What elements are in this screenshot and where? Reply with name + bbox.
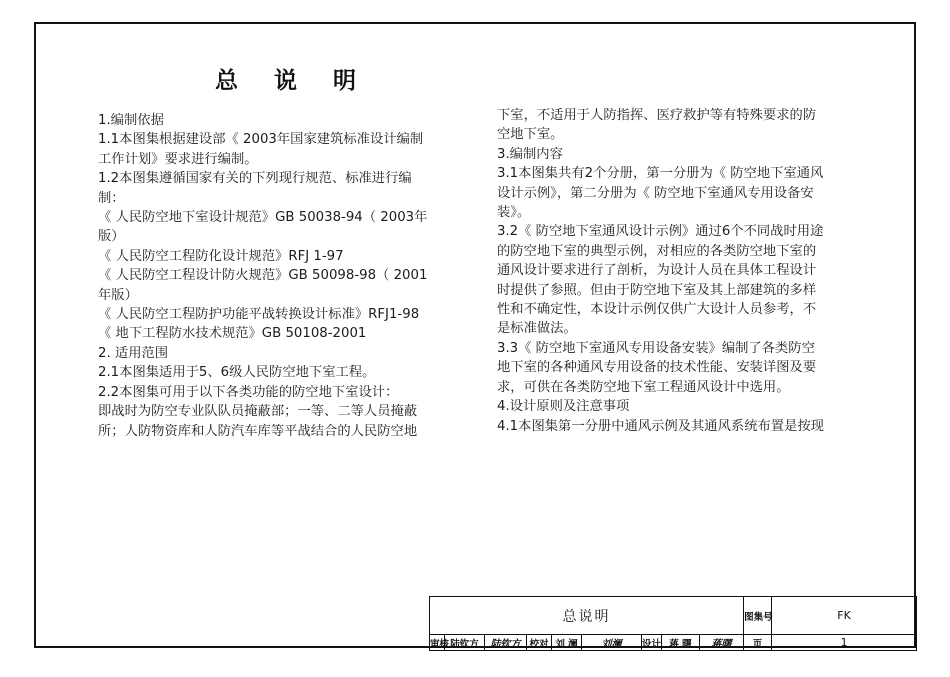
text-line: 《 人民防空工程防护功能平战转换设计标准》RFJ1-98 xyxy=(98,307,420,323)
text-line: 地下室的各种通风专用设备的技术性能、安装详图及要 xyxy=(497,360,817,376)
text-line: 空地下室。 xyxy=(497,127,564,143)
text-line: 3.1本图集共有2个分册，第一分册为《 防空地下室通风 xyxy=(497,166,824,182)
reviewer-name: 陆钦方 xyxy=(445,635,485,651)
text-line: 《 人民防空地下室设计规范》GB 50038-94（ 2003年 xyxy=(98,210,428,226)
text-line: 《 地下工程防水技术规范》GB 50108-2001 xyxy=(98,326,367,342)
title-block xyxy=(429,596,917,651)
text-line: 求，可供在各类防空地下室工程通风设计中选用。 xyxy=(497,379,790,395)
page-title: 总 说 明 xyxy=(215,68,371,94)
page-number: 1 xyxy=(772,635,917,651)
text-line: 装》。 xyxy=(497,205,531,221)
text-line: 1.编制依据 xyxy=(98,113,164,128)
text-line: 《 人民防空工程设计防火规范》GB 50098-98（ 2001 xyxy=(98,268,428,284)
checker-signature: 刘澜 xyxy=(582,635,642,651)
text-line: 1.2本图集遵循国家有关的下列现行规范、标准进行编 xyxy=(98,171,412,187)
left-column xyxy=(98,111,460,441)
reviewer-signature: 陆钦方 xyxy=(485,635,527,651)
drawing-name: 总说明 xyxy=(430,597,744,635)
text-line: 通风设计要求进行了剖析，为设计人员在具体工程设计 xyxy=(497,263,817,279)
atlas-label: 图集号 xyxy=(744,597,772,635)
text-line: 工作计划》要求进行编制。 xyxy=(98,151,258,167)
design-label: 设计 xyxy=(642,635,662,651)
page-label: 页 xyxy=(744,635,772,651)
text-line: 设计示例》，第二分册为《 防空地下室通风专用设备安 xyxy=(497,185,814,201)
text-line: 是标准做法。 xyxy=(497,321,577,337)
review-label: 审核 xyxy=(430,635,445,651)
text-line: 的防空地下室的典型示例，对相应的各类防空地下室的 xyxy=(497,243,817,259)
right-column xyxy=(497,106,867,436)
check-label: 校对 xyxy=(527,635,552,651)
designer-name: 蒋 曙 xyxy=(662,635,700,651)
text-line: 3.编制内容 xyxy=(497,146,563,162)
text-line: 2.1本图集适用于5、6级人民防空地下室工程。 xyxy=(98,365,376,381)
text-line: 即战时为防空专业队队员掩蔽部；一等、二等人员掩蔽 xyxy=(98,404,418,420)
text-line: 版） xyxy=(98,229,125,245)
text-line: 性和不确定性，本设计示例仅供广大设计人员参考，不 xyxy=(497,302,817,318)
text-line: 时提供了参照。但由于防空地下室及其上部建筑的多样 xyxy=(497,282,817,298)
text-line: 下室，不适用于人防指挥、医疗救护等有特殊要求的防 xyxy=(497,108,817,123)
atlas-number: FK xyxy=(772,597,917,635)
text-line: 制： xyxy=(98,190,125,206)
text-line: 《 人民防空工程防化设计规范》RFJ 1-97 xyxy=(98,248,344,264)
text-line: 4.1本图集第一分册中通风示例及其通风系统布置是按现 xyxy=(497,418,824,434)
text-line: 1.1本图集根据建设部《 2003年国家建筑标准设计编制 xyxy=(98,132,424,148)
text-line: 年版） xyxy=(98,287,138,303)
text-line: 2. 适用范围 xyxy=(98,345,169,361)
text-line: 4.设计原则及注意事项 xyxy=(497,399,630,415)
text-line: 所；人防物资库和人防汽车库等平战结合的人民防空地 xyxy=(98,423,418,439)
text-line: 3.2《 防空地下室通风设计示例》通过6个不同战时用途 xyxy=(497,224,824,240)
designer-signature: 蒋曙 xyxy=(700,635,744,651)
text-line: 3.3《 防空地下室通风专用设备安装》编制了各类防空 xyxy=(497,340,815,356)
text-line: 2.2本图集可用于以下各类功能的防空地下室设计： xyxy=(98,384,399,400)
checker-name: 刘 澜 xyxy=(552,635,582,651)
